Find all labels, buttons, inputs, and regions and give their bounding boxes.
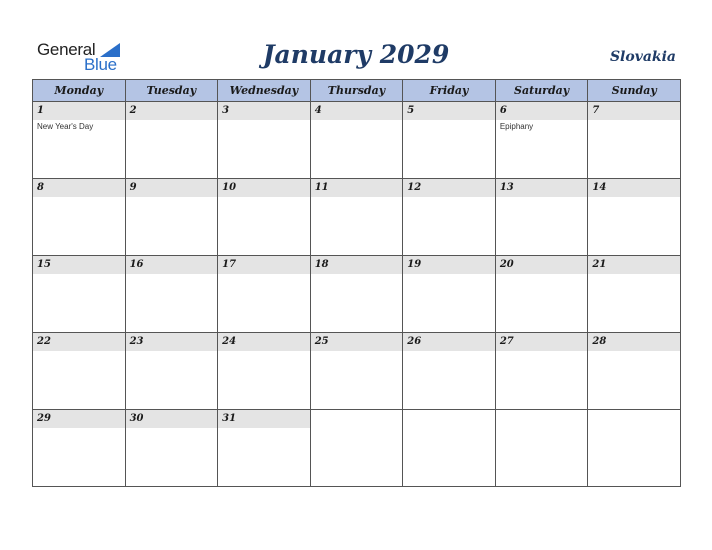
day-cell bbox=[33, 102, 126, 179]
empty-cell bbox=[495, 410, 588, 487]
day-cell bbox=[588, 333, 681, 410]
day-number-bar bbox=[33, 410, 125, 428]
day-cell bbox=[403, 256, 496, 333]
day-cell bbox=[33, 179, 126, 256]
day-number-bar bbox=[33, 102, 125, 120]
day-number: 27 bbox=[499, 336, 514, 347]
day-cell bbox=[218, 179, 311, 256]
day-number: 23 bbox=[129, 336, 144, 347]
day-number-bar bbox=[218, 410, 310, 428]
day-number-bar bbox=[496, 179, 588, 197]
day-number-bar bbox=[33, 333, 125, 351]
day-number: 3 bbox=[222, 105, 230, 116]
day-cell bbox=[218, 102, 311, 179]
day-number: 9 bbox=[129, 182, 137, 193]
day-number-bar bbox=[403, 102, 495, 120]
day-cell bbox=[33, 410, 126, 487]
day-cell bbox=[125, 410, 218, 487]
day-number: 2 bbox=[129, 105, 137, 116]
week-row bbox=[33, 256, 681, 333]
day-number-bar bbox=[218, 102, 310, 120]
day-cell bbox=[403, 179, 496, 256]
day-number-bar bbox=[218, 256, 310, 274]
page-title: January 2029 bbox=[262, 40, 450, 69]
empty-cell bbox=[310, 410, 403, 487]
day-number: 20 bbox=[499, 259, 514, 270]
day-number: 30 bbox=[129, 413, 144, 424]
week-row bbox=[33, 102, 681, 179]
day-number: 17 bbox=[222, 259, 237, 270]
day-number: 31 bbox=[222, 413, 237, 424]
weekday-header: Tuesday bbox=[125, 80, 218, 102]
day-number: 18 bbox=[314, 259, 329, 270]
day-number: 25 bbox=[314, 336, 329, 347]
day-cell bbox=[125, 256, 218, 333]
day-number: 7 bbox=[592, 105, 600, 116]
day-number: 19 bbox=[407, 259, 422, 270]
holiday-label: Epiphany bbox=[499, 122, 534, 131]
day-cell bbox=[218, 256, 311, 333]
weekday-header-row bbox=[33, 80, 681, 102]
day-number: 15 bbox=[37, 259, 51, 270]
day-number: 28 bbox=[592, 336, 607, 347]
day-number-bar bbox=[126, 333, 218, 351]
day-cell bbox=[495, 179, 588, 256]
day-cell bbox=[403, 333, 496, 410]
day-number: 11 bbox=[314, 182, 329, 193]
weekday-header: Wednesday bbox=[218, 80, 311, 102]
day-number-bar bbox=[311, 256, 403, 274]
day-cell bbox=[310, 179, 403, 256]
day-cell bbox=[310, 256, 403, 333]
logo-text-blue: Blue bbox=[84, 55, 117, 74]
day-cell bbox=[588, 256, 681, 333]
day-number: 12 bbox=[407, 182, 422, 193]
day-number-bar bbox=[403, 333, 495, 351]
day-cell bbox=[33, 256, 126, 333]
day-number: 1 bbox=[37, 105, 44, 116]
day-number: 4 bbox=[314, 105, 322, 116]
logo-text-general: General bbox=[37, 40, 96, 59]
day-cell bbox=[33, 333, 126, 410]
day-cell bbox=[403, 102, 496, 179]
day-number-bar bbox=[126, 256, 218, 274]
week-row bbox=[33, 179, 681, 256]
day-cell bbox=[218, 410, 311, 487]
empty-cell bbox=[403, 410, 496, 487]
day-number-bar bbox=[33, 179, 125, 197]
day-number: 6 bbox=[499, 105, 507, 116]
day-number-bar bbox=[496, 256, 588, 274]
day-number-bar bbox=[496, 333, 588, 351]
day-cell bbox=[588, 179, 681, 256]
day-number: 24 bbox=[222, 336, 237, 347]
day-number: 13 bbox=[499, 182, 514, 193]
holiday-label: New Year's Day bbox=[37, 122, 94, 131]
day-number-bar bbox=[126, 410, 218, 428]
weekday-header: Sunday bbox=[588, 80, 681, 102]
day-number-bar bbox=[218, 333, 310, 351]
day-number: 29 bbox=[37, 413, 51, 424]
day-number-bar bbox=[311, 333, 403, 351]
day-number-bar bbox=[588, 256, 680, 274]
day-cell bbox=[588, 102, 681, 179]
country-label: Slovakia bbox=[609, 49, 676, 65]
day-cell bbox=[125, 333, 218, 410]
day-number-bar bbox=[126, 179, 218, 197]
day-number-bar bbox=[588, 333, 680, 351]
weekday-header: Monday bbox=[33, 80, 126, 102]
day-cell bbox=[125, 179, 218, 256]
day-number-bar bbox=[33, 256, 125, 274]
weekday-header: Friday bbox=[403, 80, 496, 102]
day-number-bar bbox=[496, 102, 588, 120]
day-number: 22 bbox=[37, 336, 51, 347]
day-number: 16 bbox=[129, 259, 144, 270]
day-cell bbox=[310, 102, 403, 179]
day-cell bbox=[218, 333, 311, 410]
day-number: 26 bbox=[407, 336, 422, 347]
calendar-grid bbox=[32, 79, 681, 487]
day-number-bar bbox=[403, 179, 495, 197]
day-number-bar bbox=[126, 102, 218, 120]
day-cell bbox=[495, 256, 588, 333]
day-cell bbox=[495, 333, 588, 410]
day-number-bar bbox=[311, 179, 403, 197]
calendar-body bbox=[33, 102, 681, 487]
day-number: 14 bbox=[592, 182, 607, 193]
week-row bbox=[33, 410, 681, 487]
weekday-header: Saturday bbox=[495, 80, 588, 102]
day-number-bar bbox=[588, 179, 680, 197]
day-cell bbox=[125, 102, 218, 179]
day-number: 5 bbox=[407, 105, 415, 116]
weekday-header: Thursday bbox=[310, 80, 403, 102]
day-number: 8 bbox=[37, 182, 44, 193]
day-number: 10 bbox=[222, 182, 237, 193]
day-number-bar bbox=[588, 102, 680, 120]
day-cell bbox=[310, 333, 403, 410]
day-number-bar bbox=[311, 102, 403, 120]
day-number-bar bbox=[403, 256, 495, 274]
day-number: 21 bbox=[592, 259, 607, 270]
day-number-bar bbox=[218, 179, 310, 197]
week-row bbox=[33, 333, 681, 410]
day-cell bbox=[495, 102, 588, 179]
empty-cell bbox=[588, 410, 681, 487]
